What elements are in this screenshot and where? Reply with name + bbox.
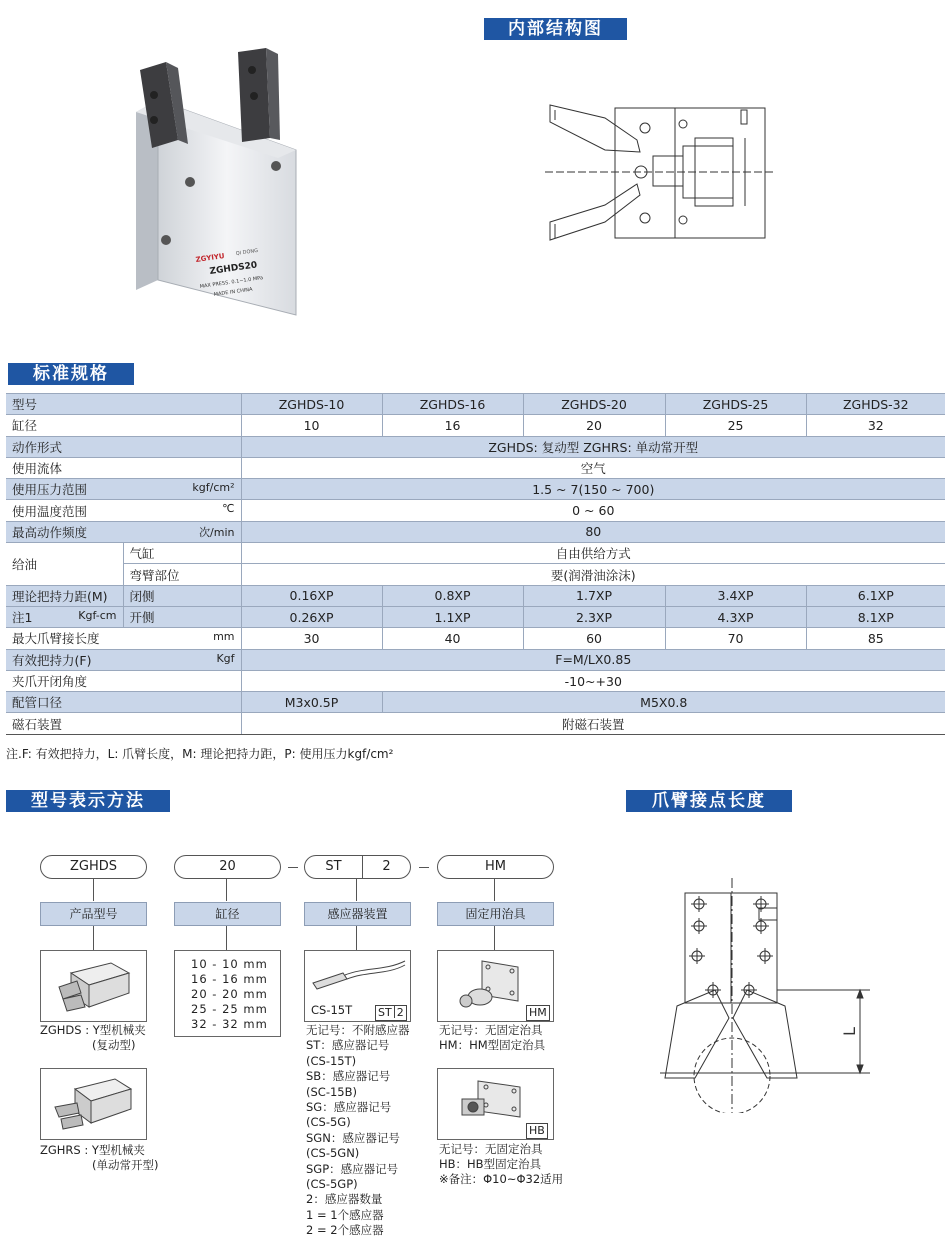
table-row — [6, 479, 945, 500]
connector — [93, 926, 94, 950]
lube-cyl-label: 气缸 — [123, 543, 241, 564]
table-row — [6, 649, 945, 670]
type1-sub-text: (复动型) — [92, 1038, 136, 1052]
magnet-value: 附磁石装置 — [241, 713, 945, 734]
sensor-legend-line: SGP：感应器记号 — [306, 1161, 399, 1176]
type2-text: ZGHRS : Y型机械夹 — [40, 1143, 145, 1157]
product-brand: ZGYIYU — [195, 252, 226, 264]
connector — [93, 879, 94, 901]
sensor-code-tag — [375, 1005, 407, 1021]
freq-label: 最高动作频度 — [12, 524, 88, 540]
hm-line: HM：HM型固定治具 — [439, 1038, 546, 1052]
table-row — [6, 564, 945, 585]
torque-open-label: 开侧 — [123, 606, 241, 627]
temp-label: 使用温度范围 — [12, 503, 88, 519]
lube-cyl-value: 自由供给方式 — [241, 543, 945, 564]
connector — [226, 879, 227, 901]
label-bore: 缸径 — [174, 902, 281, 926]
connector — [356, 879, 357, 901]
bore-item: 20 - 20 mm — [191, 987, 268, 1001]
action-value: ZGHDS: 复动型 ZGHRS: 单动常开型 — [241, 436, 945, 457]
model-section-title: 型号表示方法 — [6, 790, 170, 812]
freq-unit: 次/min — [199, 525, 235, 539]
code-bore: 20 — [174, 855, 281, 879]
temp-label-cell — [6, 500, 241, 521]
label-fixture: 固定用治具 — [437, 902, 554, 926]
header-model-16: ZGHDS-16 — [382, 394, 523, 415]
freq-value: 80 — [241, 521, 945, 542]
sensor-legend-line: (CS-5G) — [306, 1115, 351, 1130]
lube-label: 给油 — [6, 543, 123, 586]
code-sensor-group — [304, 855, 411, 879]
hm-tag: HM — [526, 1005, 550, 1021]
jaw-length-drawing — [655, 878, 875, 1113]
table-row — [6, 585, 945, 606]
connector — [356, 926, 357, 950]
label-product-model: 产品型号 — [40, 902, 147, 926]
bore-item: 16 - 16 mm — [191, 972, 268, 986]
force-value: F=M/LX0.85 — [241, 649, 945, 670]
table-row — [6, 436, 945, 457]
table-row — [6, 628, 945, 649]
force-label: 有效把持力(F) — [12, 652, 92, 668]
table-cell: 40 — [382, 628, 523, 649]
connector — [494, 926, 495, 950]
freq-label-cell — [6, 521, 241, 542]
code-sensor-count: 2 — [382, 859, 391, 874]
hb-tag: HB — [526, 1123, 548, 1139]
magnet-label: 磁石装置 — [6, 713, 241, 734]
table-cell: 10 — [241, 415, 382, 436]
code-sensor: ST — [325, 859, 342, 874]
hb-line: ※备注：Φ10~Φ32适用 — [439, 1172, 564, 1186]
code-fixture: HM — [437, 855, 554, 879]
angle-value: -10~+30 — [241, 670, 945, 691]
header-model-25: ZGHDS-25 — [665, 394, 806, 415]
table-cell: 25 — [665, 415, 806, 436]
header-model-20: ZGHDS-20 — [523, 394, 665, 415]
table-row — [6, 457, 945, 478]
pressure-label: 使用压力范围 — [12, 482, 88, 498]
code-series: ZGHDS — [40, 855, 147, 879]
table-cell: 32 — [806, 415, 945, 436]
bore-item: 32 - 32 mm — [191, 1017, 268, 1031]
hb-line: HB：HB型固定治具 — [439, 1157, 542, 1171]
type2-sub-text: (单动常开型) — [92, 1158, 159, 1172]
fluid-value: 空气 — [241, 457, 945, 478]
arm-len-label: 最大爪臂接长度 — [12, 631, 100, 647]
table-cell: 70 — [665, 628, 806, 649]
port-value-1: M3x0.5P — [241, 692, 382, 713]
table-cell: 85 — [806, 628, 945, 649]
arm-len-unit: mm — [213, 630, 235, 644]
type1-text: ZGHDS : Y型机械夹 — [40, 1023, 146, 1037]
torque-note-cell — [6, 606, 123, 627]
product-sub-brand: QI DONG — [235, 247, 259, 257]
sensor-legend-line: (CS-5GN) — [306, 1146, 360, 1161]
sensor-legend-line: 1 = 1个感应器 — [306, 1207, 384, 1222]
gripper-single-acting-image — [40, 1068, 147, 1140]
spec-note: 注.F: 有效把持力，L: 爪臂长度，M: 理论把持力距，P: 使用压力kgf/cm² — [6, 747, 394, 761]
structure-section-title: 内部结构图 — [484, 18, 627, 40]
sensor-legend-line: (CS-15T) — [306, 1053, 357, 1068]
dash-2 — [419, 867, 429, 868]
jaw-section-title: 爪臂接点长度 — [626, 790, 792, 812]
sensor-count-text: 2 — [396, 1006, 404, 1019]
bore-item: 25 - 25 mm — [191, 1002, 268, 1016]
table-cell: 30 — [241, 628, 382, 649]
table-cell: 1.1XP — [382, 606, 523, 627]
spec-table — [6, 393, 945, 735]
lube-arm-label: 弯臂部位 — [123, 564, 241, 585]
header-model-32: ZGHDS-32 — [806, 394, 945, 415]
product-made: MADE IN CHINA — [213, 286, 253, 298]
torque-close-label: 闭侧 — [123, 585, 241, 606]
sensor-image-box — [304, 950, 411, 1022]
header-model-10: ZGHDS-10 — [241, 394, 382, 415]
torque-label: 理论把持力距(M) — [6, 585, 123, 606]
temp-value: 0 ~ 60 — [241, 500, 945, 521]
table-cell: 3.4XP — [665, 585, 806, 606]
bore-list-box — [174, 950, 281, 1037]
gripper-double-acting-image — [40, 950, 147, 1022]
table-cell: 16 — [382, 415, 523, 436]
product-photo — [118, 40, 308, 320]
sensor-legend-line: ST：感应器记号 — [306, 1038, 390, 1053]
angle-label: 夹爪开闭角度 — [6, 670, 241, 691]
table-row — [6, 670, 945, 691]
hb-line: 无记号：无固定治具 — [439, 1142, 543, 1156]
table-cell: 0.16XP — [241, 585, 382, 606]
hm-line: 无记号：无固定治具 — [439, 1023, 543, 1037]
sensor-code-text: ST — [378, 1006, 392, 1019]
table-row — [6, 713, 945, 734]
bore-item: 10 - 10 mm — [191, 957, 268, 971]
table-row — [6, 543, 945, 564]
dash-1 — [288, 867, 298, 868]
hb-fixture-image-box — [437, 1068, 554, 1140]
pressure-unit: kgf/cm² — [192, 481, 235, 495]
table-cell: 60 — [523, 628, 665, 649]
sensor-legend-line: 2 = 2个感应器 — [306, 1223, 384, 1238]
table-cell: 20 — [523, 415, 665, 436]
header-label: 型号 — [6, 394, 241, 415]
product-pressure: MAX PRESS. 0.1~1.0 MPa — [199, 275, 264, 290]
sensor-legend-line: (SC-15B) — [306, 1084, 357, 1099]
table-row — [6, 500, 945, 521]
table-row — [6, 394, 945, 415]
lube-arm-value: 要(润滑油涂沫) — [241, 564, 945, 585]
bore-label: 缸径 — [6, 415, 241, 436]
product-model: ZGHDS20 — [209, 260, 258, 277]
table-cell: 0.26XP — [241, 606, 382, 627]
sensor-legend-line: (CS-5GP) — [306, 1177, 358, 1191]
fluid-label: 使用流体 — [6, 457, 241, 478]
connector — [226, 926, 227, 950]
temp-unit: ℃ — [222, 502, 235, 516]
sensor-legend-line: SG：感应器记号 — [306, 1100, 392, 1114]
table-cell: 2.3XP — [523, 606, 665, 627]
jaw-length-label: L — [840, 1027, 859, 1036]
table-row — [6, 606, 945, 627]
table-cell: 8.1XP — [806, 606, 945, 627]
torque-unit: Kgf-cm — [78, 608, 117, 622]
sensor-legend-line: 无记号：不附感应器 — [306, 1023, 410, 1037]
table-row — [6, 692, 945, 713]
torque-note-label: 注1 — [12, 610, 33, 626]
table-cell: 6.1XP — [806, 585, 945, 606]
sensor-legend-line: SGN：感应器记号 — [306, 1130, 400, 1145]
action-label: 动作形式 — [6, 436, 241, 457]
internal-structure-drawing — [545, 100, 775, 245]
sensor-model-tag: CS-15T — [311, 1003, 353, 1017]
force-unit: Kgf — [216, 651, 235, 665]
table-cell: 0.8XP — [382, 585, 523, 606]
spec-section-title: 标准规格 — [8, 363, 134, 385]
port-label: 配管口径 — [6, 692, 241, 713]
sensor-legend-line: SB：感应器记号 — [306, 1069, 391, 1084]
port-value-2: M5X0.8 — [382, 692, 945, 713]
hm-fixture-image-box — [437, 950, 554, 1022]
sensor-legend-line: 2：感应器数量 — [306, 1192, 383, 1207]
force-label-cell — [6, 649, 241, 670]
arm-len-label-cell — [6, 628, 241, 649]
label-sensor: 感应器装置 — [304, 902, 411, 926]
table-cell: 1.7XP — [523, 585, 665, 606]
table-row — [6, 415, 945, 436]
pressure-label-cell — [6, 479, 241, 500]
pressure-value: 1.5 ~ 7(150 ~ 700) — [241, 479, 945, 500]
table-row — [6, 521, 945, 542]
sensor-tag-divider — [394, 1006, 395, 1018]
connector — [494, 879, 495, 901]
table-cell: 4.3XP — [665, 606, 806, 627]
